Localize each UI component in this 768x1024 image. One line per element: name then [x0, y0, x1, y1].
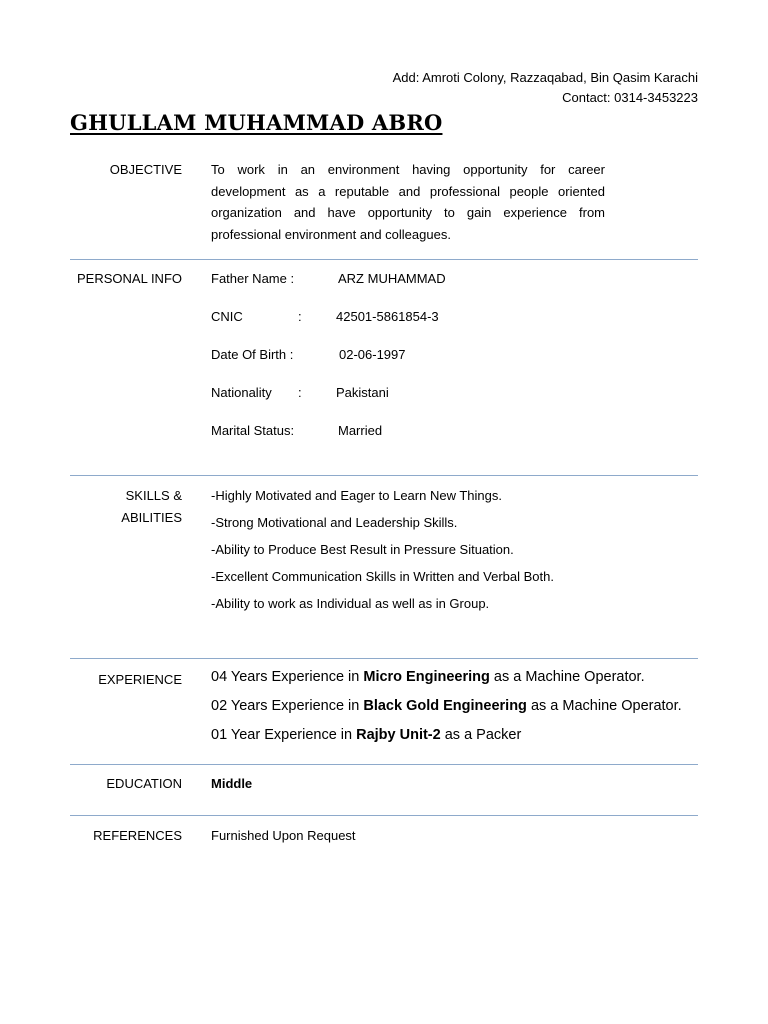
experience-label: EXPERIENCE	[98, 672, 182, 687]
skill-item: -Ability to Produce Best Result in Pressure Situation.	[211, 542, 514, 557]
skills-label-line1: SKILLS &	[125, 488, 182, 503]
section-divider	[70, 259, 698, 260]
father-name-key: Father Name :	[211, 271, 295, 286]
section-divider	[70, 764, 698, 765]
personal-info-label: PERSONAL INFO	[77, 271, 182, 286]
section-divider	[70, 658, 698, 659]
experience-prefix: 02 Years Experience in	[211, 698, 364, 714]
address-text: Add: Amroti Colony, Razzaqabad, Bin Qasim Karachi	[392, 70, 698, 85]
skill-item: -Ability to work as Individual as well as in Group.	[211, 596, 490, 611]
section-divider	[70, 815, 698, 816]
contact-block	[393, 68, 698, 108]
father-name-value: ARZ MUHAMMAD	[338, 271, 446, 286]
skill-item: -Strong Motivational and Leadership Skills.	[211, 515, 458, 530]
marital-status-value: Married	[338, 423, 383, 438]
dob-value: 02-06-1997	[339, 347, 406, 362]
nationality-value: Pakistani	[336, 385, 389, 400]
experience-suffix: as a Packer	[440, 727, 522, 743]
experience-item	[211, 666, 645, 688]
section-divider	[70, 475, 698, 476]
marital-status-key: Marital Status:	[211, 423, 295, 438]
skills-label-line2: ABILITIES	[121, 510, 182, 525]
cnic-colon: :	[298, 309, 302, 324]
cnic-key: CNIC	[211, 309, 243, 324]
skills-label	[121, 485, 182, 529]
candidate-name: GHULLAM MUHAMMAD ABRO	[70, 110, 443, 135]
references-value: Furnished Upon Request	[211, 828, 356, 843]
objective-label: OBJECTIVE	[109, 162, 182, 177]
cnic-value: 42501-5861854-3	[336, 309, 439, 324]
experience-item	[211, 695, 682, 717]
experience-company: Micro Engineering	[363, 669, 490, 685]
education-label: EDUCATION	[106, 776, 182, 791]
nationality-colon: :	[298, 385, 302, 400]
experience-item	[211, 724, 521, 746]
references-label: REFERENCES	[93, 828, 182, 843]
dob-key: Date Of Birth :	[211, 347, 294, 362]
skill-item: -Excellent Communication Skills in Written and Verbal Both.	[211, 569, 554, 584]
experience-prefix: 04 Years Experience in	[211, 669, 364, 685]
contact-number: Contact: 0314-3453223	[562, 90, 698, 105]
skill-item: -Highly Motivated and Eager to Learn New Things.	[211, 488, 502, 503]
objective-text: To work in an environment having opportunity for career development as a reputable and professional people oriented organization and have opportunity to gain experience from professional environment and colleagues.	[211, 162, 605, 243]
experience-company: Black Gold Engineering	[363, 698, 527, 714]
experience-suffix: as a Machine Operator.	[489, 669, 645, 685]
experience-suffix: as a Machine Operator.	[526, 698, 682, 714]
nationality-key: Nationality	[211, 385, 272, 400]
education-value: Middle	[211, 776, 253, 791]
experience-prefix: 01 Year Experience in	[211, 727, 357, 743]
experience-company: Rajby Unit-2	[356, 727, 441, 743]
